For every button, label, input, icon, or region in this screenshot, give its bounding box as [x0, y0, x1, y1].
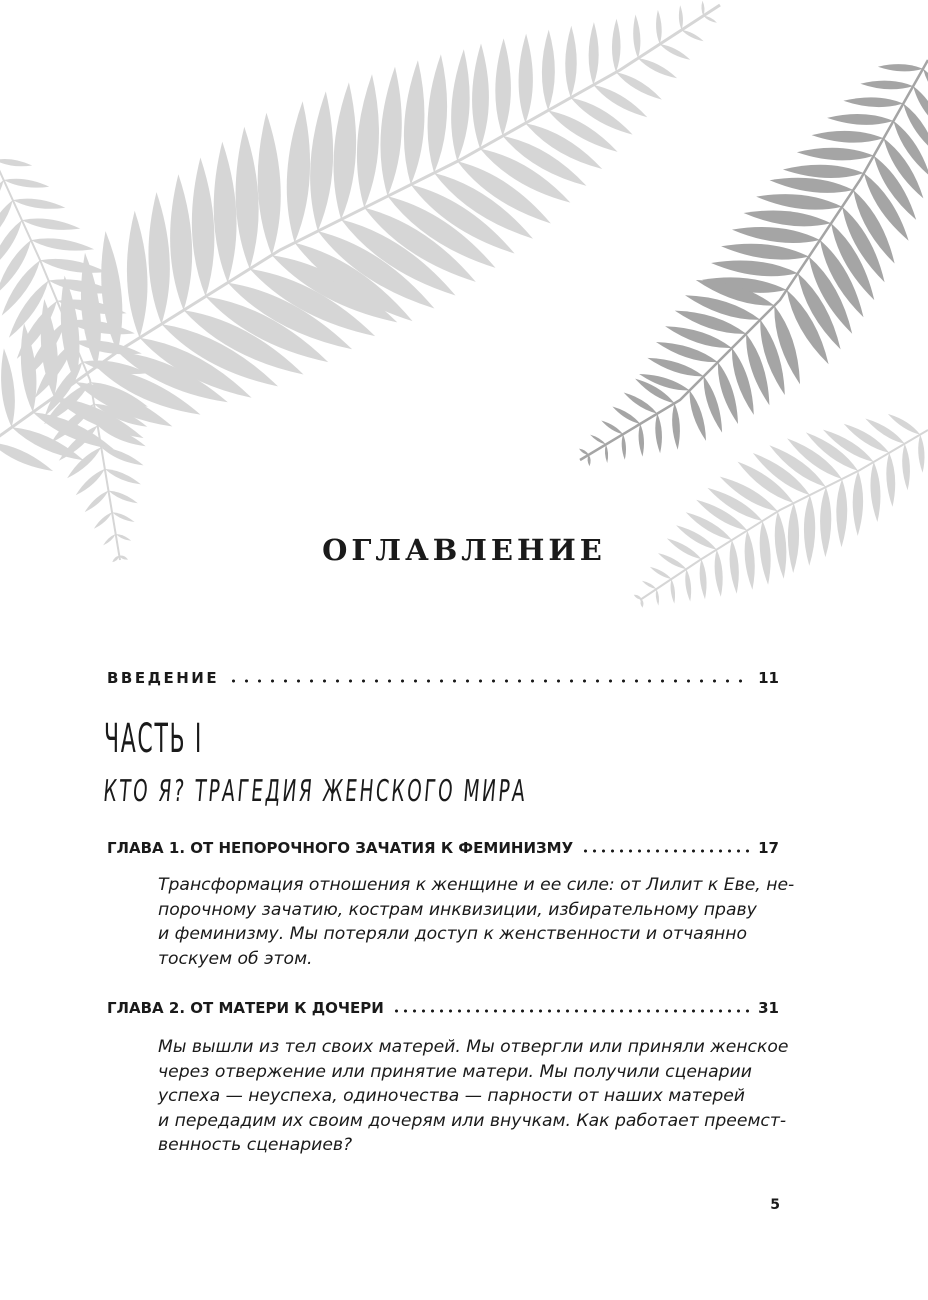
toc-entry-chapter-1[interactable] [107, 839, 779, 857]
toc-entry-page: 31 [758, 999, 779, 1017]
description-line: Мы вышли из тел своих матерей. Мы отвергли или приняли женское [158, 1037, 789, 1057]
description-line: порочному зачатию, кострам инквизиции, избирательному праву [158, 899, 757, 920]
dot-leader [392, 1009, 750, 1013]
chapter-2-description [158, 1035, 789, 1158]
toc-entry-introduction[interactable] [107, 669, 779, 687]
toc-entry-page: 17 [758, 839, 779, 857]
page-title: ОГЛАВЛЕНИЕ [322, 533, 606, 567]
description-line: успеха — неуспеха, одиночества — парности от наших матерей [158, 1086, 745, 1106]
description-line: и феминизму. Мы потеряли доступ к женственности и отчаянно [158, 924, 748, 944]
toc-entry-label: ГЛАВА 1. ОТ НЕПОРОЧНОГО ЗАЧАТИЯ К ФЕМИНИЗМУ [107, 839, 574, 857]
part-title: ЧАСТЬ I [104, 716, 204, 762]
description-line: тоскуем об этом. [158, 948, 313, 969]
toc-entry-page: 11 [758, 669, 779, 687]
description-line: Трансформация отношения к женщине и ее силе: от Лилит к Еве, не- [158, 875, 795, 895]
fern-leaf-dark [579, 60, 928, 466]
toc-entry-label: ГЛАВА 2. ОТ МАТЕРИ К ДОЧЕРИ [107, 999, 384, 1017]
description-line: венность сценариев? [158, 1135, 353, 1155]
toc-entry-label: ВВЕДЕНИЕ [107, 669, 220, 687]
dot-leader [581, 849, 750, 853]
chapter-1-description [158, 873, 795, 971]
dot-leader [227, 679, 750, 683]
toc-entry-chapter-2[interactable] [107, 999, 779, 1017]
description-line: и передадим их своим дочерям или внучкам. Как работает преемст- [158, 1110, 787, 1131]
part-subtitle: КТО Я? ТРАГЕДИЯ ЖЕНСКОГО МИРА [101, 774, 529, 809]
page-number: 5 [770, 1197, 780, 1213]
fern-leaf-large [0, 1, 720, 472]
description-line: через отвержение или принятие матери. Мы получили сценарии [158, 1061, 752, 1082]
